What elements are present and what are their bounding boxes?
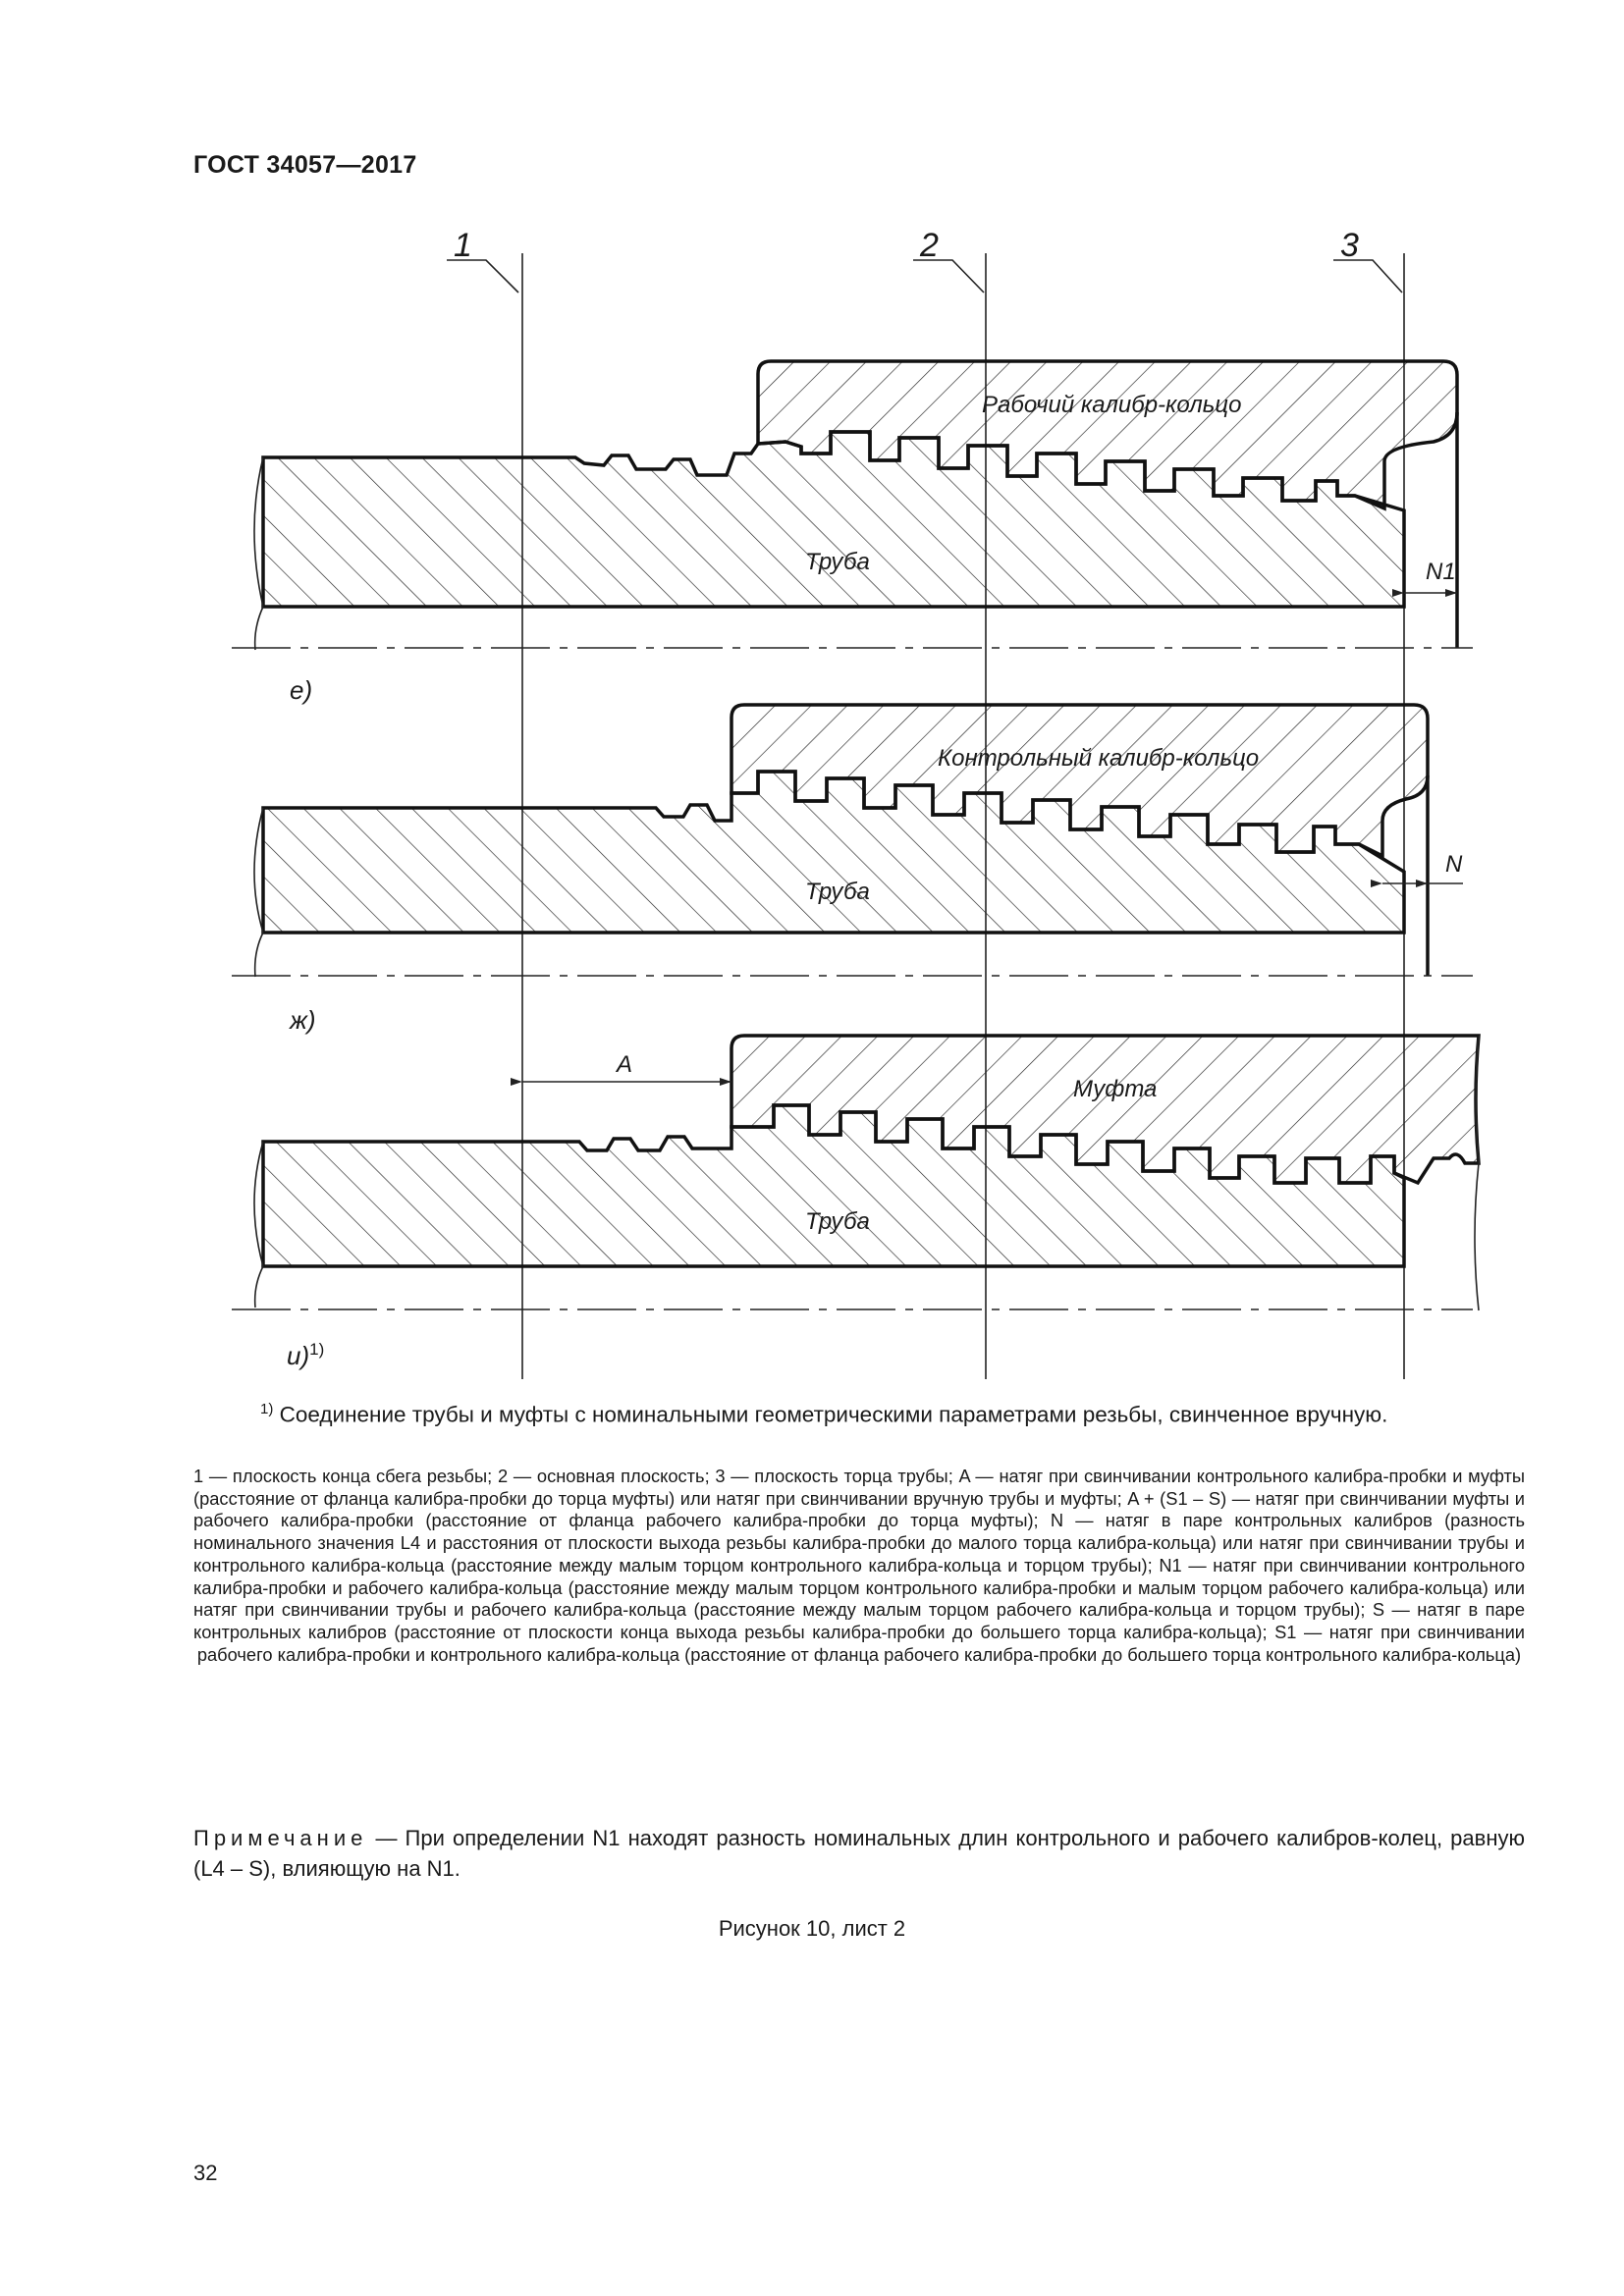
figure-footnote: $^{1)}$ Соединение трубы и муфты с номинальными геометрическими параметрами резьбы, свинченное вручную. xyxy=(260,1401,1388,1427)
label-pipe-e: Труба xyxy=(805,549,870,575)
panel-e xyxy=(232,361,1473,705)
label-pipe-i: Труба xyxy=(805,1208,870,1235)
label-control-ring: Контрольный калибр-кольцо xyxy=(938,745,1260,772)
panel-zh xyxy=(232,705,1473,1035)
label-coupling: Муфта xyxy=(1073,1076,1158,1102)
dimension-a: A xyxy=(617,1051,633,1078)
panel-i xyxy=(232,1036,1479,1370)
figure-legend: 1 — плоскость конца сбега резьбы; 2 — основная плоскость; 3 — плоскость торца трубы; A — натяг при свинчивании контрольного калибра-пробки и муфты (расстояние от фланца калибра-пробки до торца муфты) или натяг при свинчивании вручную трубы и муфты; A + (S1 – S) — натяг при свинчивании муфты и рабочего калибра-пробки (расстояние от фланца рабочего калибра-пробки до торца муфты); N — натяг в паре контрольных калибров (разность номинального значения L4 и расстояния от плоскости выхода резьбы калибра-пробки до малого торца калибра-кольца) или натяг при свинчивании трубы и контрольного калибра-кольца (расстояние между малым торцом контрольного калибра-кольца и торцом трубы); N1 — натяг при свинчивании контрольного калибра-пробки и рабочего калибра-кольца (расстояние между малым торцом контрольного калибра-пробки и малым торцом рабочего калибра-кольца) или натяг при свинчивании трубы и рабочего калибра-кольца (расстояние между малым торцом рабочего калибра-кольца и торцом трубы); S — натяг в паре контрольных калибров (расстояние от плоскости конца выхода резьбы калибра-пробки до большего торца калибра-кольца); S1 — натяг при свинчивании рабочего калибра-пробки и контрольного калибра-кольца (расстояние от фланца рабочего калибра-пробки до большего торца контрольного калибра-кольца) xyxy=(193,1466,1525,1665)
label-working-ring: Рабочий калибр-кольцо xyxy=(982,392,1242,418)
figure-note: Примечание — При определении N1 находят разность номинальных длин контрольного и рабочего калибров-колец, равную (L4 – S), влияющую на N1. xyxy=(193,1826,1525,1881)
panel-letter-zh: ж) xyxy=(290,1005,316,1035)
figure-caption: Рисунок 10, лист 2 xyxy=(718,1916,906,1941)
document-code: ГОСТ 34057—2017 xyxy=(193,151,417,179)
label-pipe-zh: Труба xyxy=(805,879,870,905)
page-number: 32 xyxy=(193,2161,218,2185)
dimension-n: N xyxy=(1445,851,1463,878)
dimension-n1: N1 xyxy=(1426,559,1456,585)
plane-label-3: 3 xyxy=(1340,227,1359,264)
plane-label-1: 1 xyxy=(454,227,472,264)
panel-letter-i: и)$^{1)}$ xyxy=(287,1340,325,1370)
panel-letter-e: е) xyxy=(290,675,313,705)
plane-label-2: 2 xyxy=(920,227,939,264)
